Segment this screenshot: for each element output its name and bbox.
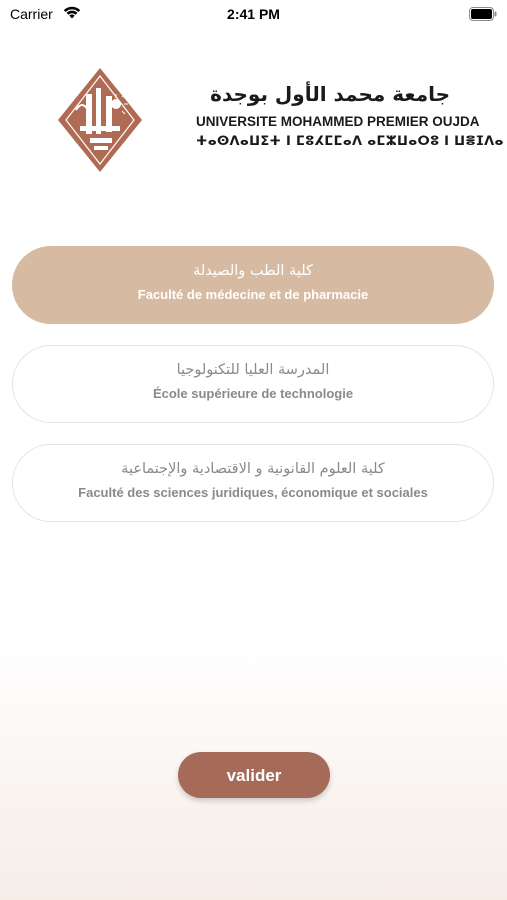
option-label-arabic: كلية العلوم القانونية و الاقتصادية والإجتماعية — [121, 461, 385, 477]
carrier-label: Carrier — [10, 6, 53, 22]
validate-button[interactable]: valider — [178, 752, 330, 798]
status-bar — [0, 0, 507, 30]
option-label-arabic: المدرسة العليا للتكنولوجيا — [176, 362, 330, 378]
university-name-tifinagh: ⵜⴰⵙⴷⴰⵡⵉⵜ ⵏ ⵎⵓⵃⵎⵎⴰⴷ ⴰⵎⵣⵡⴰⵔⵓ ⵏ ⵡⴻⵊⴷⴰ — [196, 134, 504, 149]
option-label-arabic: كلية الطب والصيدلة — [193, 263, 313, 279]
option-school-technology[interactable] — [12, 345, 494, 423]
option-label-french: École supérieure de technologie — [152, 386, 354, 401]
option-faculty-law-economics[interactable] — [12, 444, 494, 522]
option-label-french: Faculté de médecine et de pharmacie — [137, 287, 369, 302]
clock: 2:41 PM — [227, 6, 280, 22]
university-name-arabic: جامعة محمد الأول بوجدة — [210, 82, 450, 106]
university-logo — [56, 66, 504, 182]
battery-icon — [469, 6, 497, 25]
option-faculty-medicine[interactable] — [12, 246, 494, 324]
university-emblem-icon — [56, 66, 144, 180]
option-label-french: Faculté des sciences juridiques, économique et sociales — [78, 485, 428, 500]
university-name-latin: UNIVERSITE MOHAMMED PREMIER OUJDA — [196, 114, 480, 129]
